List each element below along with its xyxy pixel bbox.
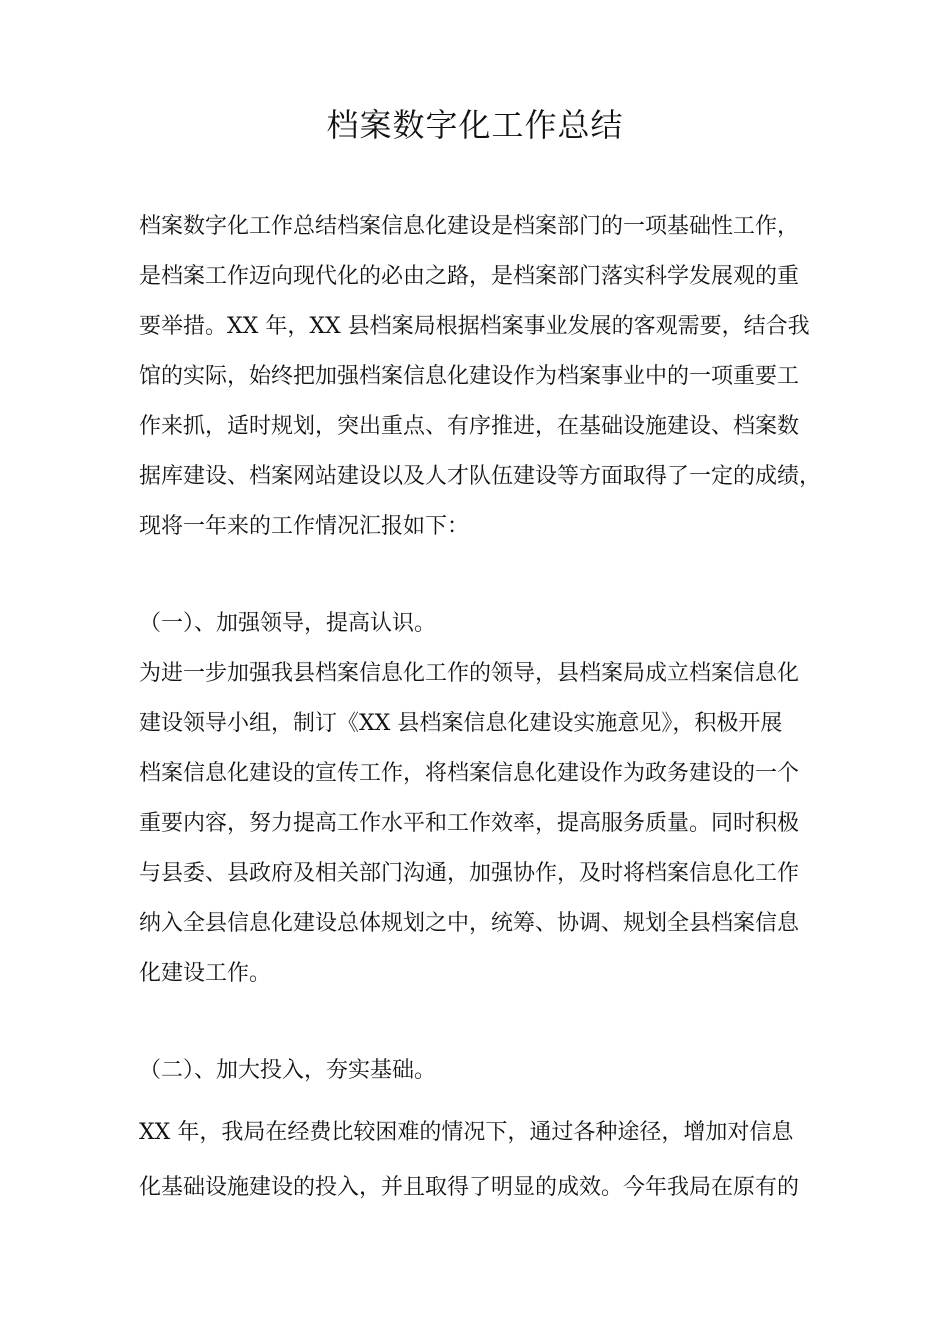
- document-title: 档案数字化工作总结: [326, 106, 624, 144]
- section-2-line: XX 年，我局在经费比较困难的情况下，通过各种途径，增加对信息: [139, 1120, 794, 1145]
- intro-line: 档案数字化工作总结档案信息化建设是档案部门的一项基础性工作，: [139, 214, 800, 239]
- intro-line: 是档案工作迈向现代化的必由之路，是档案部门落实科学发展观的重: [139, 264, 800, 289]
- intro-line: 现将一年来的工作情况汇报如下：: [139, 514, 470, 539]
- section-1-line: 重要内容，努力提高工作水平和工作效率，提高服务质量。同时积极: [139, 811, 800, 836]
- section-1-line: 纳入全县信息化建设总体规划之中，统筹、协调、规划全县档案信息: [139, 911, 800, 936]
- intro-line: 要举措。XX 年，XX 县档案局根据档案事业发展的客观需要，结合我: [139, 314, 810, 339]
- section-1-line: 档案信息化建设的宣传工作，将档案信息化建设作为政务建设的一个: [139, 761, 800, 786]
- section-1-line: 与县委、县政府及相关部门沟通，加强协作，及时将档案信息化工作: [139, 861, 800, 886]
- section-2-line: 化基础设施建设的投入，并且取得了明显的成效。今年我局在原有的: [139, 1175, 800, 1200]
- section-1-line: 为进一步加强我县档案信息化工作的领导，县档案局成立档案信息化: [139, 661, 800, 686]
- section-2-heading: （二）、加大投入，夯实基础。: [139, 1058, 437, 1083]
- section-1-line: 化建设工作。: [139, 961, 272, 986]
- intro-line: 馆的实际，始终把加强档案信息化建设作为档案事业中的一项重要工: [139, 364, 800, 389]
- intro-line: 据库建设、档案网站建设以及人才队伍建设等方面取得了一定的成绩，: [139, 464, 822, 489]
- section-1-heading: （一）、加强领导，提高认识。: [139, 611, 437, 636]
- section-1-line: 建设领导小组，制订《XX 县档案信息化建设实施意见》，积极开展: [139, 711, 783, 736]
- intro-line: 作来抓，适时规划，突出重点、有序推进，在基础设施建设、档案数: [139, 414, 800, 439]
